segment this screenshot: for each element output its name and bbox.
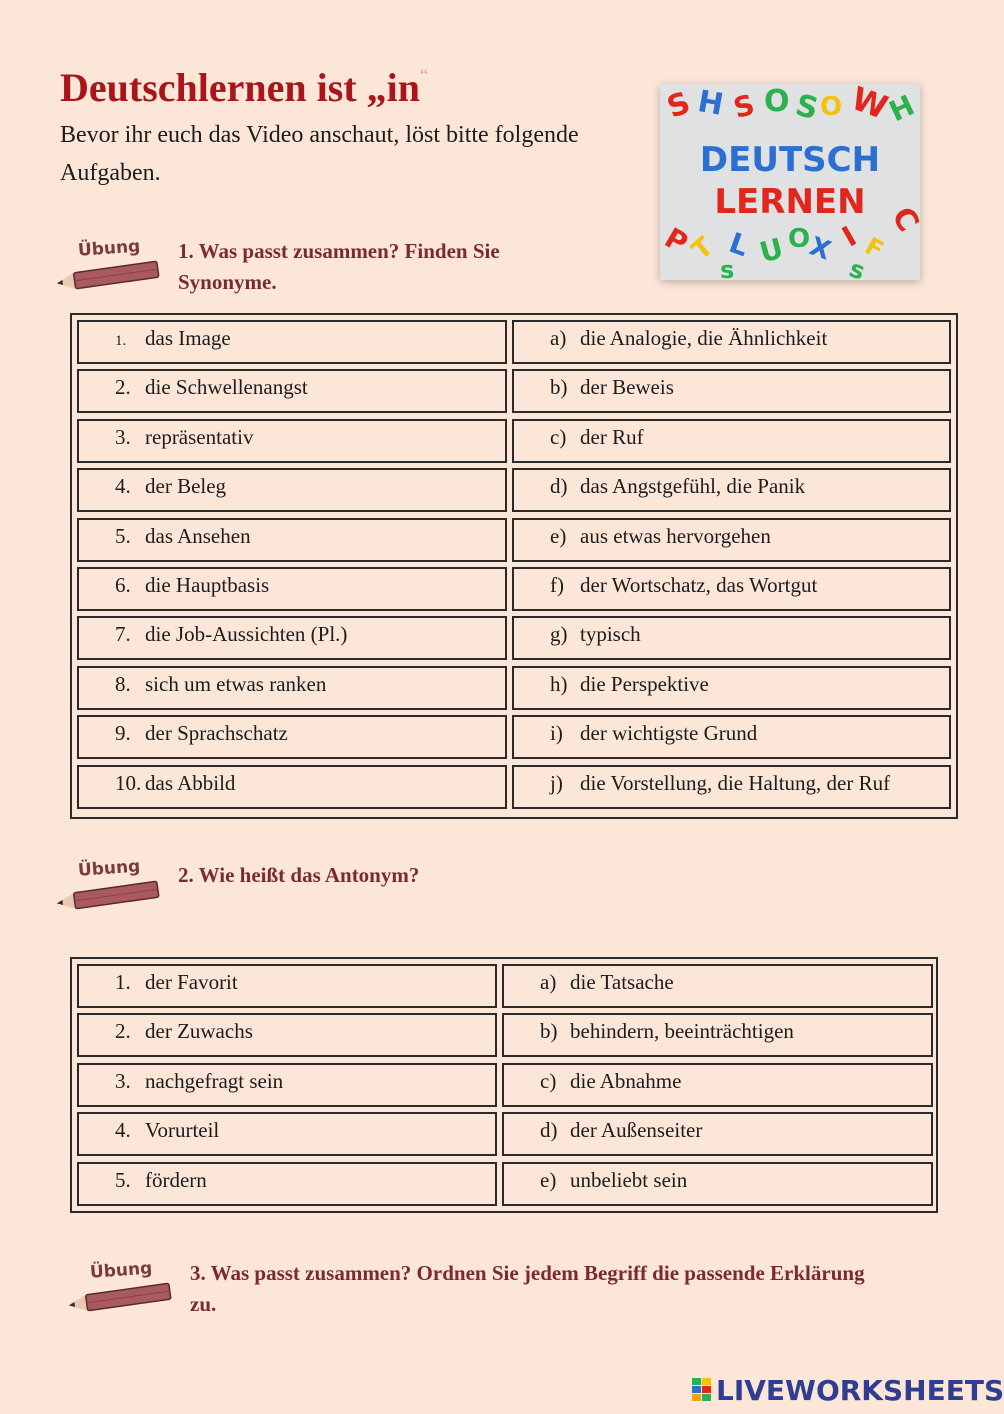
item-number: 10.	[115, 770, 142, 795]
item-text: der Beleg	[145, 474, 227, 499]
item-text: repräsentativ	[145, 424, 254, 449]
item-number: 2.	[115, 375, 131, 400]
term-cell	[77, 715, 507, 759]
item-text: die Analogie, die Ähnlichkeit	[580, 326, 828, 350]
item-text: der Beweis	[580, 375, 674, 400]
exercise-1-heading: 1. Was passt zusammen? Finden Sie Synonyme.	[178, 239, 500, 294]
item-number: 4.	[115, 474, 131, 499]
exercise-1-header	[54, 236, 914, 296]
antonyms-table	[70, 957, 938, 1213]
match-cell	[512, 567, 951, 611]
pencil-icon	[66, 1258, 176, 1318]
term-cell	[77, 765, 507, 809]
term-cell	[77, 616, 507, 660]
item-text: der Sprachschatz	[145, 721, 288, 746]
exercise-3-heading: 3. Was passt zusammen? Ordnen Sie jedem Begriff die passende Erklärung zu.	[190, 1261, 865, 1316]
image-word-deutsch: DEUTSCH	[699, 140, 881, 180]
term-cell	[77, 419, 507, 463]
item-text: die Hauptbasis	[145, 573, 270, 597]
item-text: das Image	[145, 326, 231, 350]
item-number: 5.	[115, 1167, 131, 1192]
match-cell	[512, 616, 951, 660]
match-cell	[512, 369, 951, 413]
uebung-badge: Übung	[77, 236, 141, 261]
item-text: die Abnahme	[570, 1068, 682, 1093]
match-cell	[512, 419, 951, 463]
match-cell	[502, 1063, 933, 1107]
item-number: e)	[540, 1167, 557, 1192]
match-cell	[512, 468, 951, 512]
exercise-2-heading: 2. Wie heißt das Antonym?	[178, 863, 420, 887]
exercise-3-header	[66, 1258, 926, 1318]
term-cell	[77, 666, 507, 710]
item-number: j)	[550, 770, 563, 795]
synonyms-table	[70, 313, 958, 819]
item-number: 1.	[115, 970, 131, 994]
item-number: i)	[550, 721, 563, 746]
match-cell	[512, 518, 951, 562]
term-cell	[77, 468, 507, 512]
item-text: typisch	[580, 622, 641, 647]
item-text: der Ruf	[580, 424, 644, 449]
item-text: behindern, beeinträchtigen	[570, 1019, 794, 1044]
match-cell	[502, 1112, 933, 1156]
item-text: Vorurteil	[145, 1118, 220, 1143]
item-number: 2.	[115, 1019, 131, 1044]
item-number: d)	[550, 474, 568, 499]
image-word-lernen: LERNEN	[714, 182, 866, 222]
item-number: 4.	[115, 1118, 131, 1143]
term-cell	[77, 320, 507, 364]
uebung-badge: Übung	[77, 856, 141, 881]
item-number: c)	[540, 1068, 557, 1093]
item-number: e)	[550, 523, 567, 548]
item-text: der Zuwachs	[145, 1019, 253, 1044]
item-number: 5.	[115, 523, 131, 548]
match-cell	[502, 964, 933, 1008]
item-text: aus etwas hervorgehen	[580, 523, 771, 548]
match-cell	[512, 666, 951, 710]
item-number: f)	[550, 573, 564, 597]
item-text: der Favorit	[145, 970, 238, 994]
item-text: die Job-Aussichten (Pl.)	[145, 622, 348, 647]
match-cell	[512, 320, 951, 364]
item-number: 9.	[115, 721, 131, 746]
term-cell	[77, 964, 497, 1008]
item-text: die Perspektive	[580, 671, 709, 696]
pencil-icon	[54, 856, 164, 916]
item-text: die Vorstellung, die Haltung, der Ruf	[580, 770, 891, 795]
item-text: das Angstgefühl, die Panik	[580, 474, 806, 499]
term-cell	[77, 518, 507, 562]
exercise-2-header	[54, 856, 914, 916]
item-number: a)	[540, 970, 557, 994]
item-number: b)	[540, 1019, 558, 1044]
page-title: Deutschlernen ist „in“	[60, 65, 428, 110]
item-text: der Außenseiter	[570, 1118, 703, 1143]
item-text: sich um etwas ranken	[145, 671, 327, 696]
item-number: 3.	[115, 424, 131, 449]
item-number: h)	[550, 671, 568, 696]
item-number: d)	[540, 1118, 558, 1143]
item-number: 8.	[115, 671, 131, 696]
item-number: b)	[550, 375, 568, 400]
deutsch-lernen-image: S H S O S O W H DEUTSCH LERNEN P T L U O X I F C s s	[659, 79, 926, 286]
pencil-icon	[54, 236, 164, 296]
liveworksheets-logo-icon	[692, 1378, 712, 1402]
item-number: c)	[550, 424, 567, 449]
item-number: 7.	[115, 622, 131, 647]
term-cell	[77, 567, 507, 611]
item-number: 1.	[115, 333, 127, 349]
item-number: 6.	[115, 573, 131, 597]
item-number: g)	[550, 622, 568, 647]
item-text: das Abbild	[145, 770, 236, 795]
match-cell	[502, 1162, 933, 1206]
term-cell	[77, 1162, 497, 1206]
match-cell	[502, 1013, 933, 1057]
item-number: a)	[550, 326, 567, 350]
term-cell	[77, 369, 507, 413]
match-cell	[512, 765, 951, 809]
item-text: nachgefragt sein	[145, 1068, 284, 1093]
uebung-badge: Übung	[89, 1258, 153, 1283]
item-text: der Wortschatz, das Wortgut	[580, 573, 818, 597]
item-number: 3.	[115, 1068, 131, 1093]
item-text: unbeliebt sein	[570, 1167, 688, 1192]
item-text: fördern	[145, 1167, 207, 1192]
liveworksheets-logo: LIVEWORKSHEETS	[692, 1374, 1004, 1406]
match-cell	[512, 715, 951, 759]
term-cell	[77, 1112, 497, 1156]
term-cell	[77, 1013, 497, 1057]
item-text: die Tatsache	[570, 970, 674, 994]
term-cell	[77, 1063, 497, 1107]
item-text: die Schwellenangst	[145, 375, 308, 400]
item-text: der wichtigste Grund	[580, 721, 758, 746]
item-text: das Ansehen	[145, 523, 251, 548]
intro-text: Bevor ihr euch das Video anschaut, löst bitte folgende Aufgaben.	[60, 122, 579, 186]
